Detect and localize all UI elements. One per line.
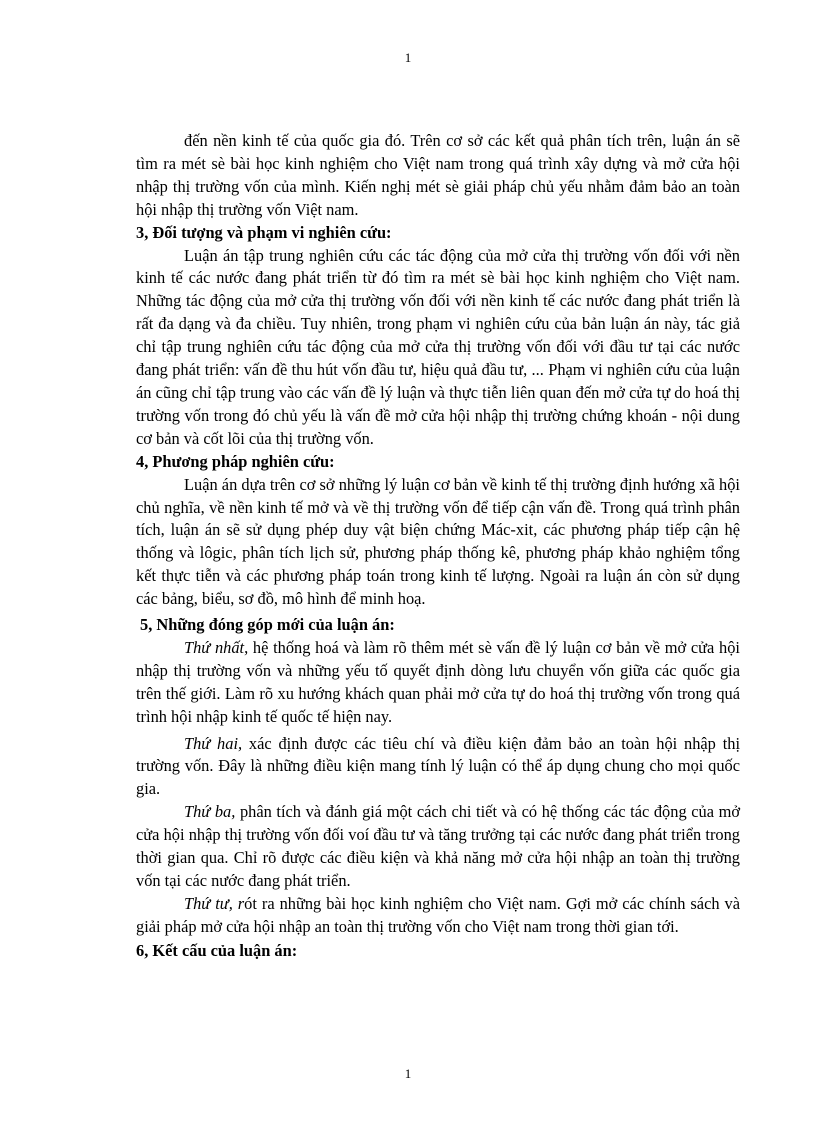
- contribution-2-text: xác định được các tiêu chí và điều kiện đảm bảo an toàn hội nhập thị trường vốn. Đây là những điều kiện mang tính lý luận có thể áp dụng chung cho mọi quốc gia.: [136, 733, 740, 799]
- contribution-2-lead: Thứ hai,: [184, 733, 243, 753]
- contribution-1-paragraph: [136, 637, 740, 729]
- section-4-paragraph: Luận án dựa trên cơ sở những lý luận cơ bản về kinh tế thị trường định hướng xã hội chủ nghĩa, về nền kinh tế mở và về thị trường vốn để tiếp cận vấn đề. Trong quá trình phân tích, luận án sẽ sử dụng phép duy vật biện chứng Mác-xit, các phương pháp tiếp cận hệ thống và lôgic, phân tích lịch sử, phương pháp thống kê, phương pháp khảo nghiệm tổng kết thực tiễn và các phương pháp toán trong kinh tế lượng. Ngoài ra luận án còn sử dụng các bảng, biểu, sơ đồ, mô hình để minh hoạ.: [136, 474, 740, 609]
- section-3-heading: 3, Đối tượng và phạm vi nghiên cứu:: [136, 222, 392, 242]
- contribution-4-paragraph: [136, 893, 740, 939]
- contribution-4-text: ót ra những bài học kinh nghiệm cho Việt nam. Gợi mở các chính sách và giải pháp mở cửa hội nhập an toàn thị trường vốn cho Việt nam trong thời gian tới.: [136, 893, 740, 936]
- intro-paragraph: đến nền kinh tế của quốc gia đó. Trên cơ sở các kết quả phân tích trên, luận án sẽ tìm ra mét sè bài học kinh nghiệm cho Việt nam trong quá trình xây dựng và mở cửa hội nhập thị trường vốn của mình. Kiến nghị mét sè giải pháp chủ yếu nhằm đảm bảo an toàn hội nhập thị trường vốn Việt nam.: [136, 131, 740, 219]
- document-body: [136, 130, 740, 963]
- section-3-paragraph: Luận án tập trung nghiên cứu các tác động của mở cửa thị trường vốn đối với nền kinh tế các nước đang phát triển từ đó tìm ra mét sè bài học kinh nghiệm cho Việt nam. Những tác động của mở cửa thị trường vốn đối với nền kinh tế các nước đang phát triển là rất đa dạng và đa chiều. Tuy nhiên, trong phạm vi nghiên cứu của bản luận án này, tác giả chỉ tập trung nghiên cứu tác động của mở cửa thị trường vốn đối với đầu tư tại các nước đang phát triển: vấn đề thu hút vốn đầu tư, hiệu quả đầu tư, ... Phạm vi nghiên cứu của luận án cũng chỉ tập trung vào các vấn đề lý luận và thực tiễn liên quan đến mở cửa tự do hoá thị trường vốn trong đó chủ yếu là vấn đề mở cửa hội nhập thị trường chứng khoán - nội dung cơ bản và cốt lõi của thị trường vốn.: [136, 245, 740, 448]
- contribution-2-paragraph: [136, 733, 740, 802]
- contribution-1-lead: Thứ nhất: [184, 637, 245, 657]
- section-4-heading: 4, Phương pháp nghiên cứu:: [136, 451, 335, 471]
- contribution-1-text: , hệ thống hoá và làm rõ thêm mét sè vấn đề lý luận cơ bản về mở cửa hội nhập thị trường vốn và những yếu tố quyết định dòng lưu chuyển vốn giữa các quốc gia trên thế giới. Làm rõ xu hướng khách quan phải mở cửa tự do hoá thị trường vốn trong quá trình hội nhập kinh tế quốc tế hiện nay.: [136, 637, 740, 726]
- contribution-4-lead: Thứ tư, r: [184, 893, 245, 913]
- contribution-3-paragraph: [136, 801, 740, 893]
- section-6-heading: 6, Kết cấu của luận án:: [136, 940, 298, 960]
- page-number-top: 1: [404, 50, 412, 65]
- section-5-heading: 5, Những đóng góp mới của luận án:: [140, 615, 395, 635]
- contribution-3-lead: Thứ ba,: [184, 802, 236, 822]
- page-number-bottom: 1: [404, 1066, 412, 1081]
- contribution-3-text: phân tích và đánh giá một cách chi tiết và có hệ thống các tác động của mở cửa hội nhập thị trường vốn đối voí đầu tư và tăng trưởng tại các nước đang phát triển trong thời gian qua. Chỉ rõ được các điều kiện và khả năng mở cửa hội nhập an toàn thị trường vốn tại các nước đang phát triển.: [136, 802, 740, 890]
